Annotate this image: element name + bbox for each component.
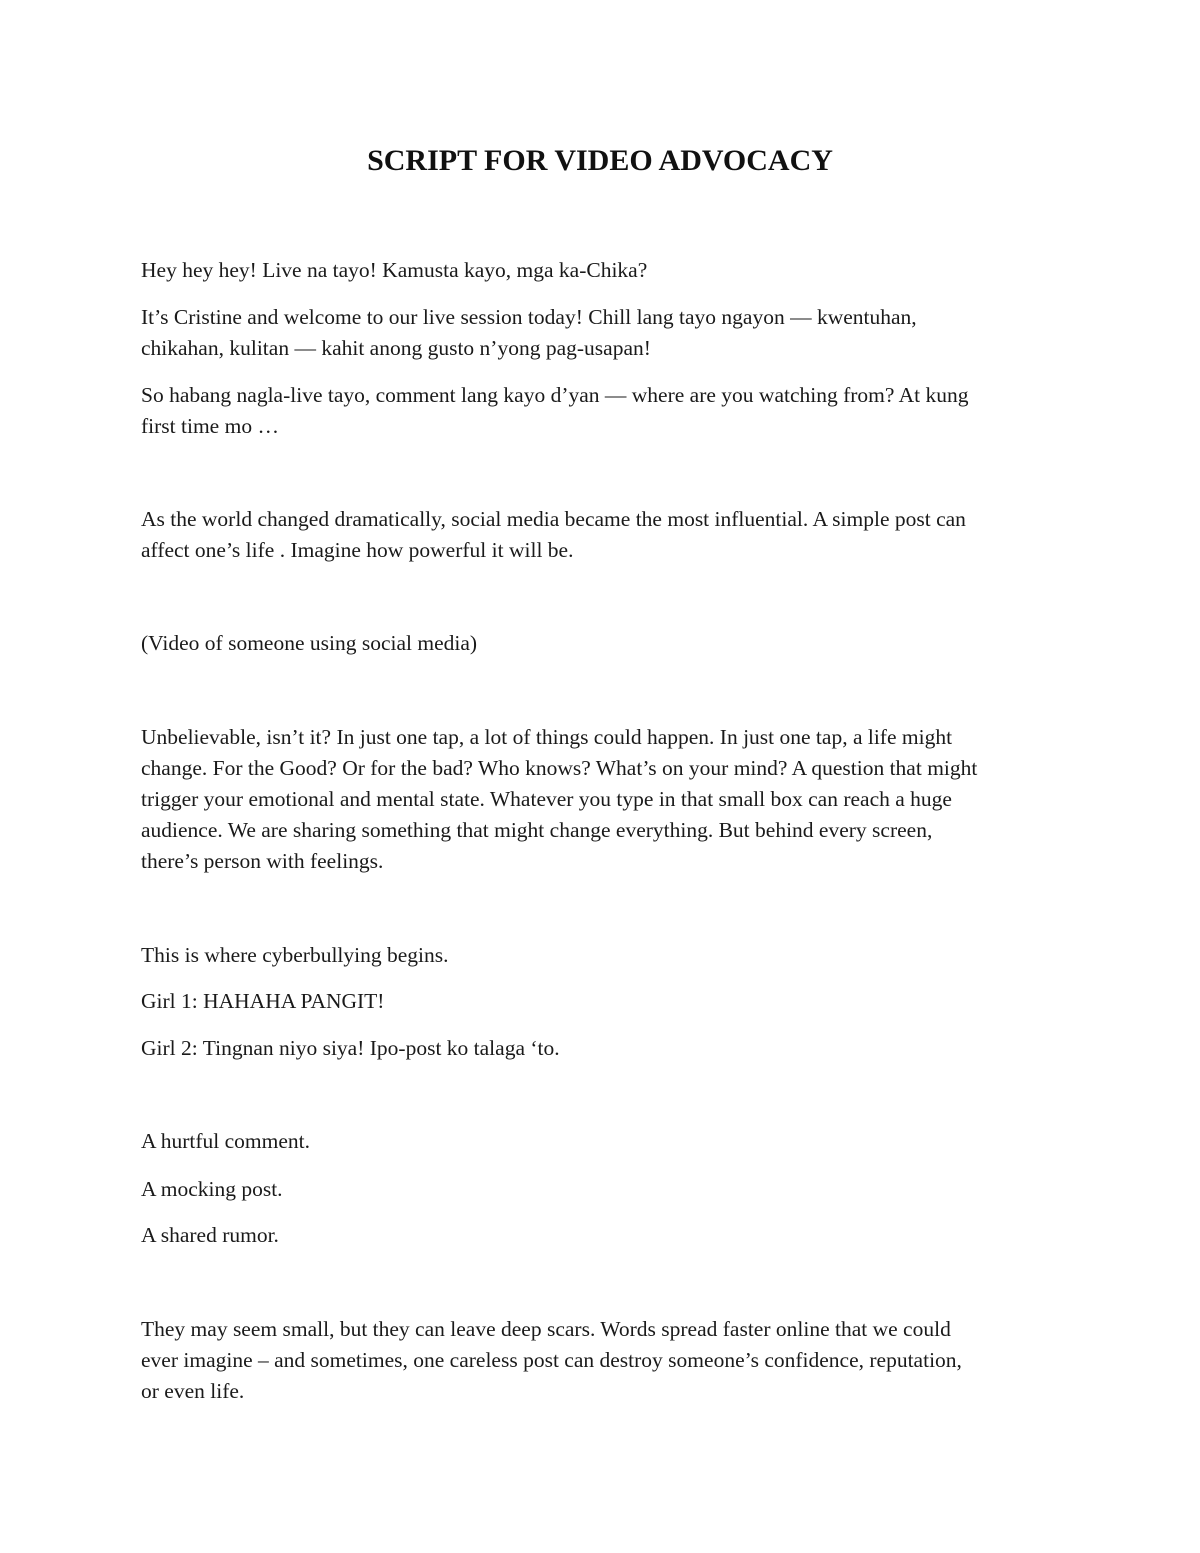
text-line: So habang nagla-live tayo, comment lang kayo d’yan — where are you watching from? At kung [141, 383, 969, 407]
text-line: (Video of someone using social media) [141, 631, 478, 655]
paragraph-video-note [141, 628, 1071, 659]
text-line: Girl 2: Tingnan niyo siya! Ipo-post ko talaga ‘to. [141, 1036, 560, 1060]
text-line: A shared rumor. [141, 1223, 279, 1247]
text-line: or even life. [141, 1379, 245, 1403]
document-title: SCRIPT FOR VIDEO ADVOCACY [367, 144, 833, 177]
text-line: Unbelievable, isn’t it? In just one tap, a lot of things could happen. In just one tap, a life might [141, 725, 953, 749]
text-line: This is where cyberbullying begins. [141, 943, 449, 967]
paragraph-unbelievable [141, 722, 1071, 877]
paragraph-world-changed [141, 504, 1071, 566]
text-line: As the world changed dramatically, social media became the most influential. A simple post can [141, 507, 966, 531]
paragraph-greeting [141, 255, 1071, 286]
text-line: change. For the Good? Or for the bad? Who knows? What’s on your mind? A question that might [141, 756, 978, 780]
text-line: Hey hey hey! Live na tayo! Kamusta kayo, mga ka-Chika? [141, 258, 648, 282]
paragraph-deep-scars [141, 1314, 1071, 1407]
text-line: affect one’s life . Imagine how powerful it will be. [141, 538, 574, 562]
text-line: ever imagine – and sometimes, one careless post can destroy someone’s confidence, reputation, [141, 1348, 962, 1372]
text-line: Girl 1: HAHAHA PANGIT! [141, 989, 385, 1013]
paragraph-hurtful-comment [141, 1126, 1071, 1157]
text-line: there’s person with feelings. [141, 849, 384, 873]
text-line: A hurtful comment. [141, 1129, 310, 1153]
paragraph-shared-rumor [141, 1220, 1071, 1251]
paragraph-welcome [141, 302, 1071, 364]
paragraph-mocking-post [141, 1174, 1071, 1205]
text-line: It’s Cristine and welcome to our live session today! Chill lang tayo ngayon — kwentuhan, [141, 305, 917, 329]
paragraph-cyberbullying [141, 940, 1071, 971]
paragraph-girl-2 [141, 1033, 1071, 1064]
paragraph-comment-prompt [141, 380, 1071, 442]
paragraph-girl-1 [141, 986, 1071, 1017]
text-line: trigger your emotional and mental state. Whatever you type in that small box can reach a huge [141, 787, 952, 811]
text-line: A mocking post. [141, 1177, 283, 1201]
text-line: They may seem small, but they can leave deep scars. Words spread faster online that we could [141, 1317, 951, 1341]
text-line: first time mo … [141, 414, 279, 438]
text-line: audience. We are sharing something that might change everything. But behind every screen, [141, 818, 933, 842]
text-line: chikahan, kulitan — kahit anong gusto n’yong pag-usapan! [141, 336, 651, 360]
